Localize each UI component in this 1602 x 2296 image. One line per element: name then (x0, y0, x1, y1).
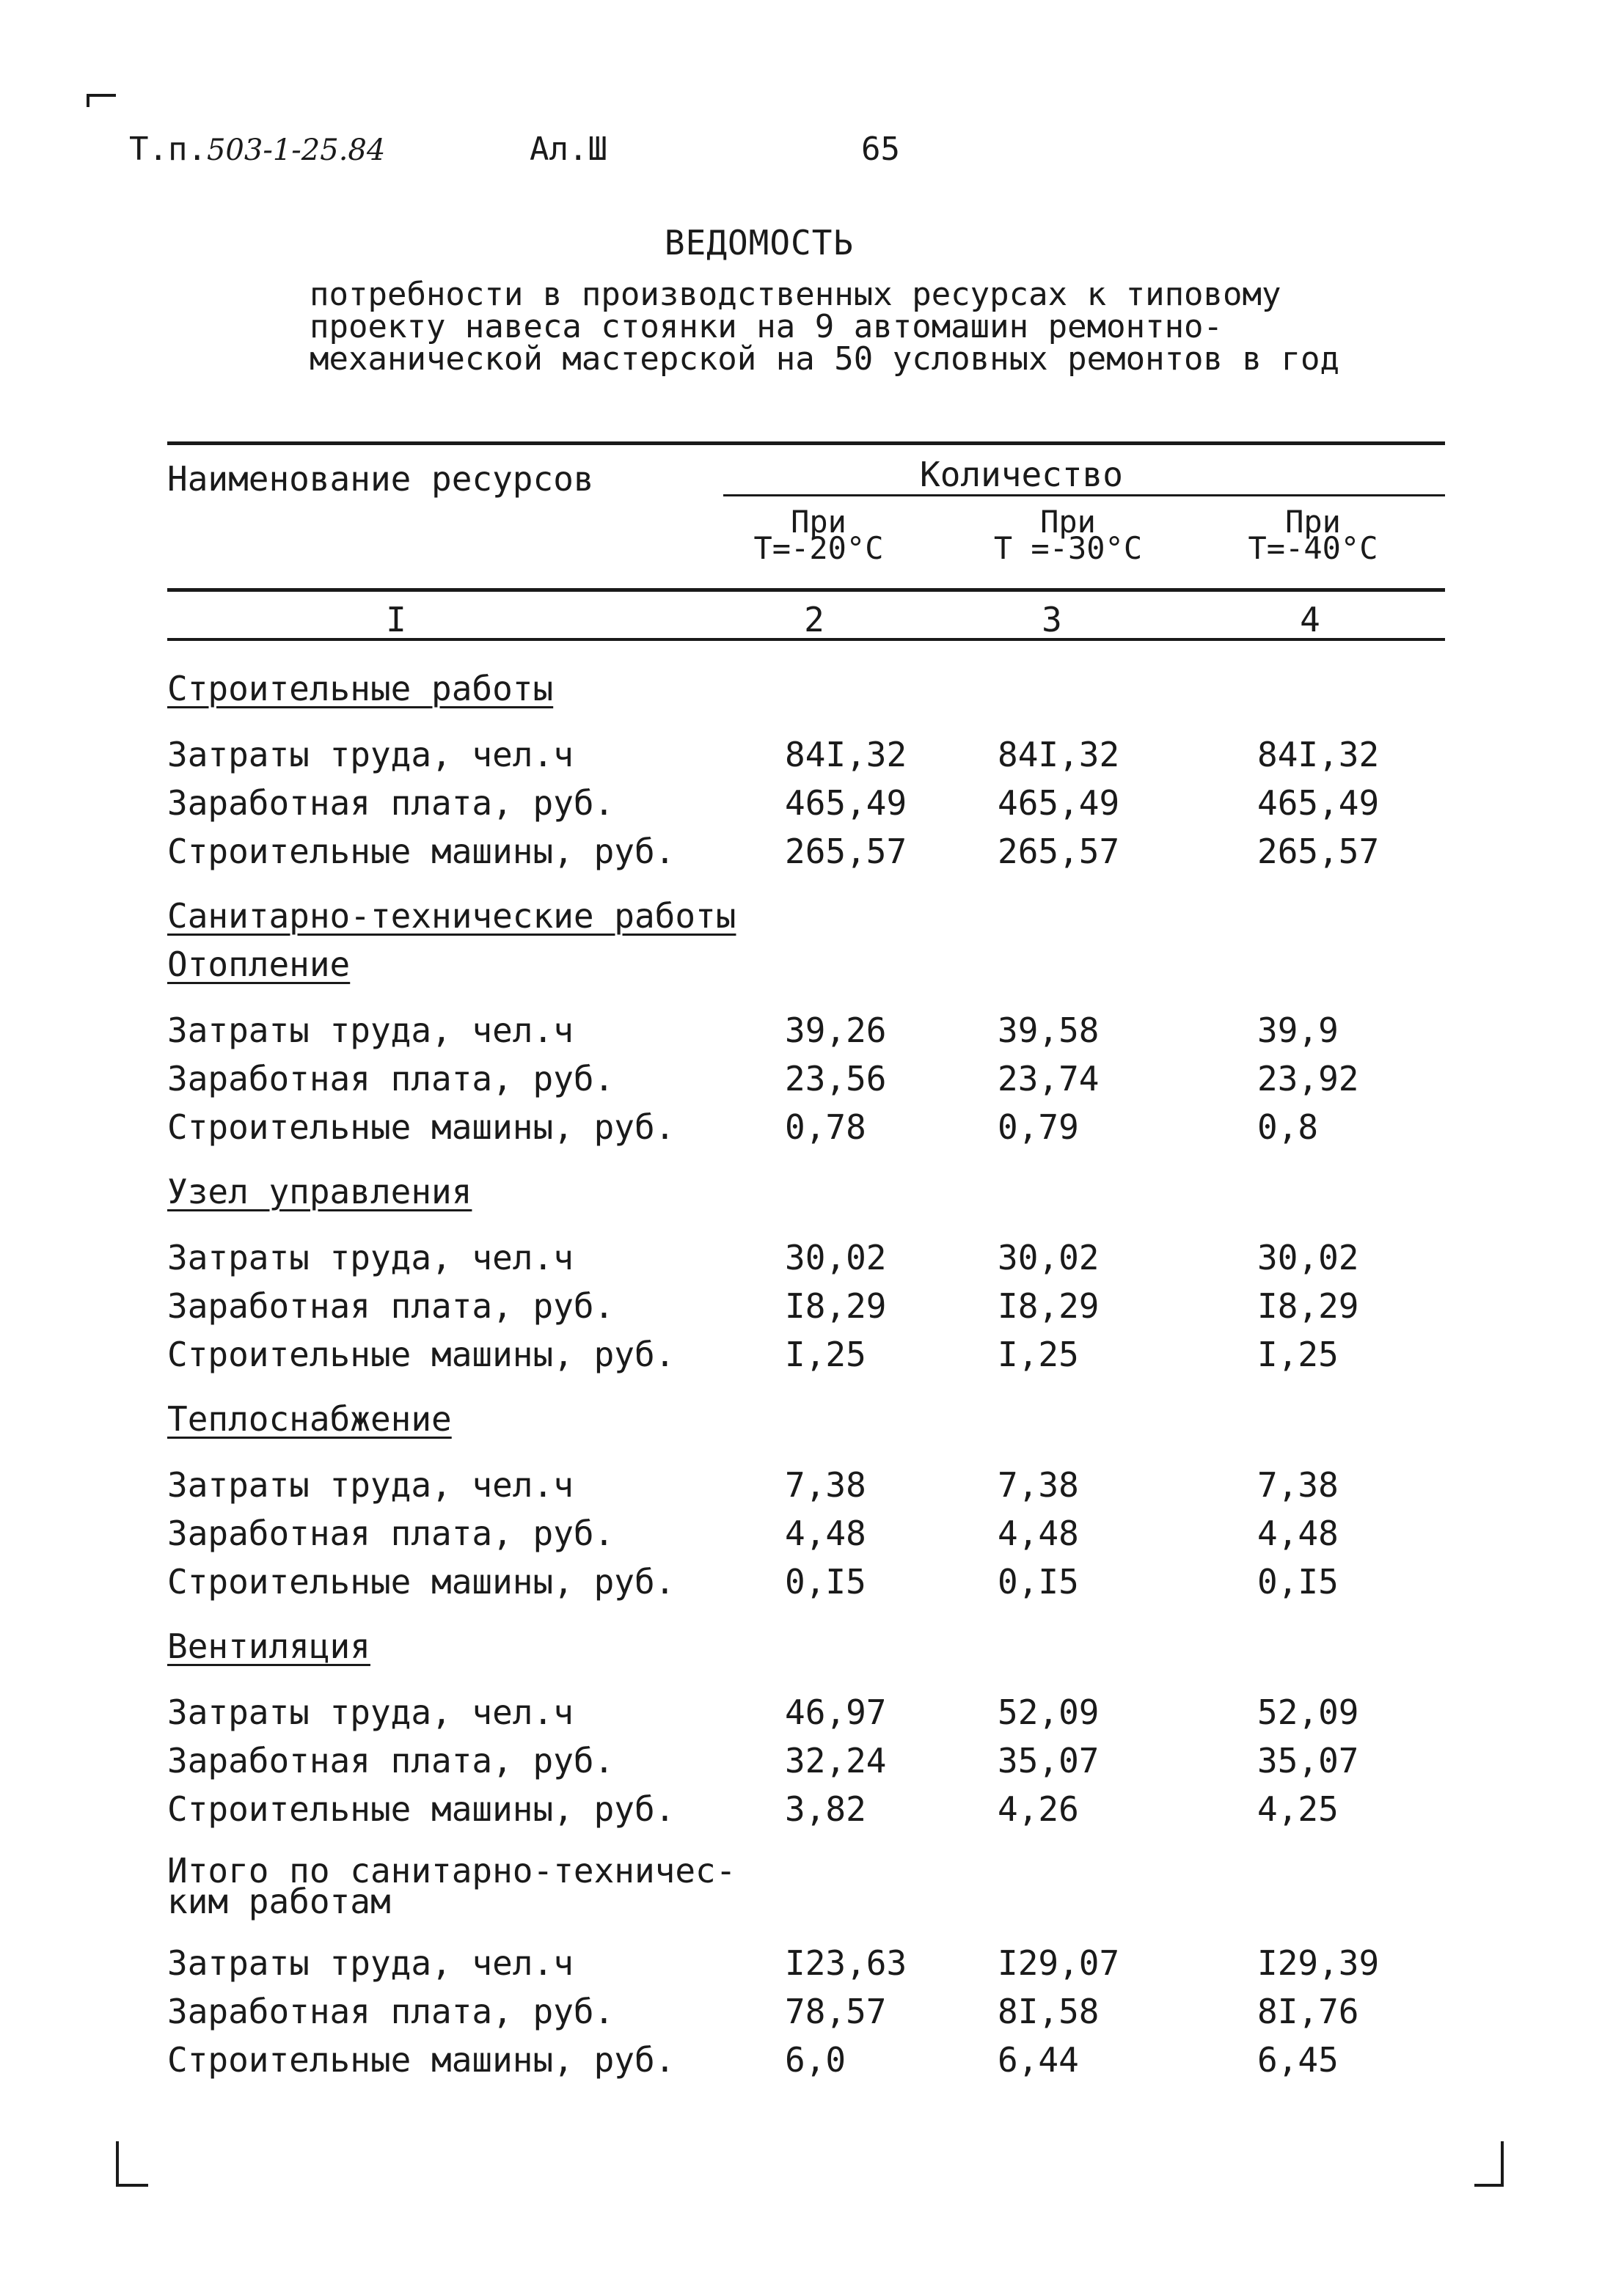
row-label: Строительные машины, руб. (167, 1335, 676, 1374)
column-number-1: I (386, 600, 406, 639)
column-header-resource: Наименование ресурсов (167, 459, 594, 499)
section-title-heat-supply: Теплоснабжение (167, 1399, 452, 1439)
column-header-t20-line1: При (791, 504, 846, 540)
cell-t40: 4,48 (1257, 1514, 1339, 1553)
row-label: Строительные машины, руб. (167, 1107, 676, 1147)
section-subtitle-heating: Отопление (167, 945, 351, 984)
section-title-sanitary: Санитарно-технические работы (167, 896, 736, 936)
cell-t30: 23,74 (998, 1059, 1100, 1099)
cell-t20: 0,I5 (785, 1562, 866, 1602)
column-number-4: 4 (1300, 600, 1320, 639)
row-label: Строительные машины, руб. (167, 2040, 676, 2080)
row-label: Строительные машины, руб. (167, 1789, 676, 1829)
subtitle-line-1: потребности в производственных ресурсах к типовому (310, 276, 1281, 313)
cell-t40: 0,8 (1257, 1107, 1319, 1147)
cell-t20: 84I,32 (785, 735, 907, 774)
document-title: ВЕДОМОСТЬ (664, 223, 855, 263)
cell-t20: 465,49 (785, 783, 907, 823)
album-label: Ал.Ш (530, 131, 607, 168)
cell-t20: 0,78 (785, 1107, 866, 1147)
cell-t20: I,25 (785, 1335, 866, 1374)
column-header-t30-line2: Т =-30°С (993, 530, 1143, 566)
cell-t20: 78,57 (785, 1992, 887, 2031)
row-label: Заработная плата, руб. (167, 1514, 615, 1553)
table-top-rule (167, 441, 1445, 445)
cell-t40: I8,29 (1257, 1286, 1359, 1326)
cell-t40: 265,57 (1257, 832, 1380, 871)
cell-t40: 35,07 (1257, 1741, 1359, 1780)
cell-t30: 0,I5 (998, 1562, 1079, 1602)
quantity-underline (723, 494, 1445, 496)
cell-t20: 3,82 (785, 1789, 866, 1829)
column-header-t40 (1225, 504, 1401, 566)
column-header-t40-line2: Т=-40°С (1248, 530, 1378, 566)
cell-t40: I29,39 (1257, 1943, 1380, 1983)
section-title-sanitary-total (167, 1851, 736, 1921)
cell-t30: 35,07 (998, 1741, 1100, 1780)
cell-t40: 4,25 (1257, 1789, 1339, 1829)
row-label: Затраты труда, чел.ч (167, 1011, 574, 1050)
section-title-construction: Строительные работы (167, 669, 554, 708)
column-header-t40-line1: При (1285, 504, 1341, 540)
column-header-t20 (731, 504, 907, 566)
cell-t40: 23,92 (1257, 1059, 1359, 1099)
row-label: Строительные машины, руб. (167, 832, 676, 871)
cell-t40: 52,09 (1257, 1692, 1359, 1732)
cell-t40: 30,02 (1257, 1238, 1359, 1277)
row-label: Заработная плата, руб. (167, 783, 615, 823)
row-label: Затраты труда, чел.ч (167, 1238, 574, 1277)
subtitle-line-3: механической мастерской на 50 условных ремонтов в год (310, 340, 1339, 378)
cell-t20: 39,26 (785, 1011, 887, 1050)
corner-mark-top-left (87, 94, 116, 107)
section-title-ventilation: Вентиляция (167, 1626, 370, 1666)
column-header-t30 (965, 504, 1171, 566)
cell-t20: 4,48 (785, 1514, 866, 1553)
row-label: Строительные машины, руб. (167, 1562, 676, 1602)
cell-t40: 0,I5 (1257, 1562, 1339, 1602)
cell-t30: 0,79 (998, 1107, 1079, 1147)
row-label: Заработная плата, руб. (167, 1059, 615, 1099)
corner-mark-bottom-right (1474, 2141, 1504, 2187)
cell-t40: 6,45 (1257, 2040, 1339, 2080)
section-title-control-unit: Узел управления (167, 1172, 472, 1211)
cell-t30: 8I,58 (998, 1992, 1100, 2031)
cell-t30: I8,29 (998, 1286, 1100, 1326)
doc-code-prefix: Т.п. (129, 131, 207, 168)
cell-t30: 4,48 (998, 1514, 1079, 1553)
row-label: Затраты труда, чел.ч (167, 1465, 574, 1505)
corner-mark-bottom-left (116, 2141, 148, 2187)
row-label: Заработная плата, руб. (167, 1286, 615, 1326)
cell-t40: I,25 (1257, 1335, 1339, 1374)
cell-t30: 465,49 (998, 783, 1120, 823)
sanitary-total-title-line1: Итого по санитарно-техничес- (167, 1851, 736, 1890)
cell-t40: 84I,32 (1257, 735, 1380, 774)
row-label: Затраты труда, чел.ч (167, 1692, 574, 1732)
cell-t20: 30,02 (785, 1238, 887, 1277)
cell-t30: 6,44 (998, 2040, 1079, 2080)
cell-t20: 46,97 (785, 1692, 887, 1732)
cell-t20: 23,56 (785, 1059, 887, 1099)
column-number-3: 3 (1042, 600, 1062, 639)
row-label: Затраты труда, чел.ч (167, 735, 574, 774)
cell-t30: I29,07 (998, 1943, 1120, 1983)
cell-t20: 7,38 (785, 1465, 866, 1505)
cell-t30: 84I,32 (998, 735, 1120, 774)
cell-t40: 8I,76 (1257, 1992, 1359, 2031)
cell-t30: 30,02 (998, 1238, 1100, 1277)
cell-t20: 32,24 (785, 1741, 887, 1780)
subtitle-line-2: проекту навеса стоянки на 9 автомашин ремонтно- (310, 308, 1224, 345)
doc-code (129, 131, 385, 168)
row-label: Заработная плата, руб. (167, 1741, 615, 1780)
cell-t30: I,25 (998, 1335, 1079, 1374)
cell-t30: 39,58 (998, 1011, 1100, 1050)
column-header-quantity: Количество (920, 455, 1123, 494)
row-label: Затраты труда, чел.ч (167, 1943, 574, 1983)
column-header-t30-line1: При (1040, 504, 1096, 540)
cell-t40: 7,38 (1257, 1465, 1339, 1505)
column-number-2: 2 (804, 600, 824, 639)
cell-t20: I23,63 (785, 1943, 907, 1983)
cell-t20: 6,0 (785, 2040, 846, 2080)
header-bottom-rule (167, 588, 1445, 592)
cell-t20: 265,57 (785, 832, 907, 871)
cell-t30: 52,09 (998, 1692, 1100, 1732)
row-label: Заработная плата, руб. (167, 1992, 615, 2031)
column-header-t20-line2: Т=-20°С (753, 530, 884, 566)
cell-t30: 4,26 (998, 1789, 1079, 1829)
cell-t30: 7,38 (998, 1465, 1079, 1505)
cell-t40: 465,49 (1257, 783, 1380, 823)
page-number: 65 (861, 131, 900, 168)
doc-code-handwritten: 503-1-25.84 (206, 133, 386, 167)
cell-t20: I8,29 (785, 1286, 887, 1326)
cell-t40: 39,9 (1257, 1011, 1339, 1050)
sanitary-total-title-line2: ким работам (167, 1882, 391, 1921)
cell-t30: 265,57 (998, 832, 1120, 871)
